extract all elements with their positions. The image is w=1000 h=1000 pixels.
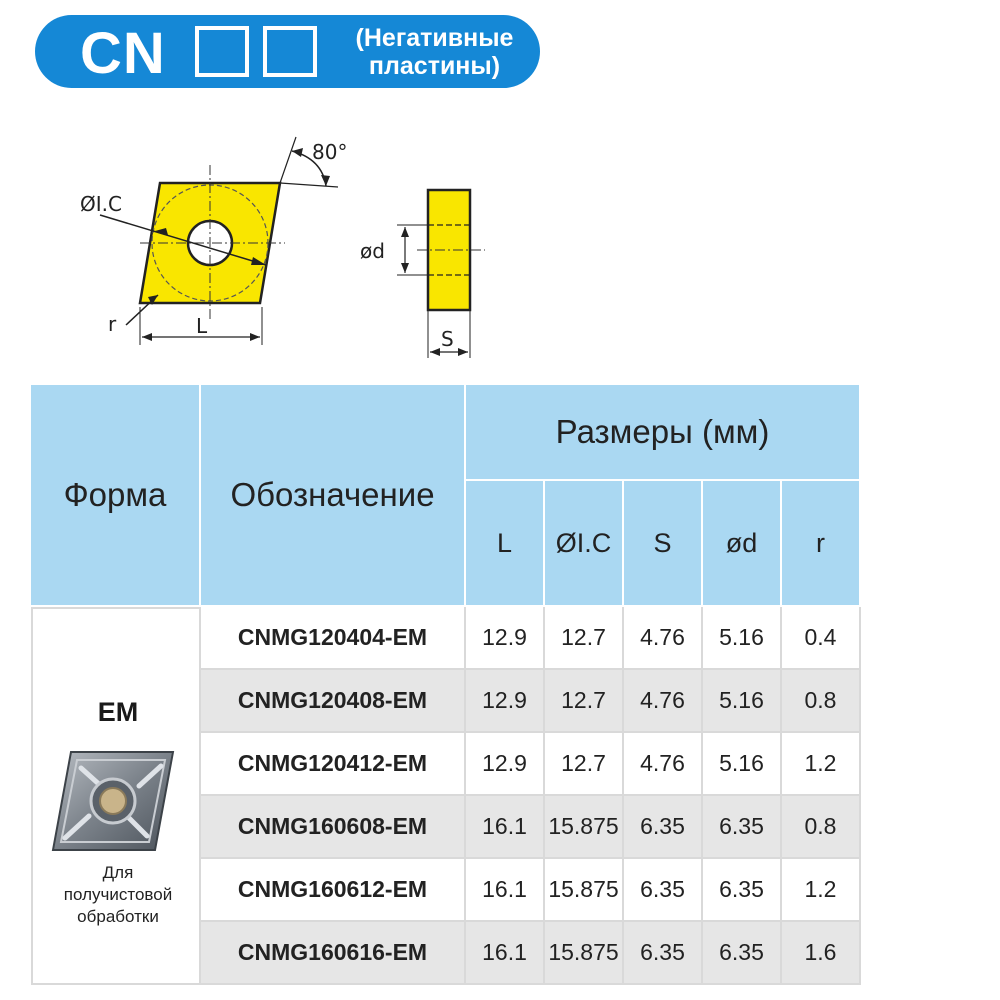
radius-cell: 0.8 bbox=[782, 796, 861, 859]
radius-cell: 0.8 bbox=[782, 670, 861, 733]
header-dimensions: Размеры (мм) bbox=[466, 385, 861, 481]
designation-cell: CNMG120404-EM bbox=[201, 607, 466, 670]
designation-cell: CNMG120408-EM bbox=[201, 670, 466, 733]
form-cell bbox=[31, 607, 201, 985]
header-form: Форма bbox=[31, 385, 201, 607]
insert-side-view-drawing bbox=[355, 180, 495, 365]
hole-diameter-cell: 5.16 bbox=[703, 670, 782, 733]
radius-label: r bbox=[108, 312, 117, 336]
length-label: L bbox=[196, 314, 208, 338]
ic-cell: 15.875 bbox=[545, 859, 624, 922]
insert-photo bbox=[51, 746, 181, 861]
form-note-line-2: получистовой bbox=[63, 885, 173, 904]
ic-cell: 12.7 bbox=[545, 607, 624, 670]
hole-diameter-cell: 5.16 bbox=[703, 733, 782, 796]
dimensions-table bbox=[31, 385, 861, 985]
ic-cell: 15.875 bbox=[545, 922, 624, 985]
header-col-d: ød bbox=[703, 481, 782, 607]
series-code: CN bbox=[80, 21, 166, 86]
thickness-cell: 6.35 bbox=[624, 796, 703, 859]
hole-diameter-cell: 6.35 bbox=[703, 922, 782, 985]
subtitle-line-2: пластины) bbox=[368, 52, 501, 80]
radius-cell: 0.4 bbox=[782, 607, 861, 670]
series-subtitle bbox=[337, 24, 532, 80]
placeholder-box-1 bbox=[195, 26, 249, 77]
designation-cell: CNMG160612-EM bbox=[201, 859, 466, 922]
hole-diameter-label: ød bbox=[360, 239, 385, 263]
length-cell: 16.1 bbox=[466, 796, 545, 859]
length-cell: 16.1 bbox=[466, 922, 545, 985]
length-cell: 12.9 bbox=[466, 670, 545, 733]
angle-label: 80° bbox=[312, 140, 348, 164]
form-note bbox=[33, 862, 203, 928]
header-col-ic: ØI.C bbox=[545, 481, 624, 607]
length-cell: 16.1 bbox=[466, 859, 545, 922]
ic-cell: 15.875 bbox=[545, 796, 624, 859]
form-name: EM bbox=[97, 697, 139, 727]
radius-cell: 1.2 bbox=[782, 859, 861, 922]
thickness-cell: 4.76 bbox=[624, 733, 703, 796]
placeholder-box-2 bbox=[263, 26, 317, 77]
radius-cell: 1.2 bbox=[782, 733, 861, 796]
thickness-label: S bbox=[441, 327, 454, 351]
thickness-cell: 6.35 bbox=[624, 922, 703, 985]
form-note-line-1: Для bbox=[102, 863, 134, 882]
ic-cell: 12.7 bbox=[545, 670, 624, 733]
hole-diameter-cell: 6.35 bbox=[703, 796, 782, 859]
designation-cell: CNMG160616-EM bbox=[201, 922, 466, 985]
ic-label: ØI.C bbox=[80, 192, 122, 216]
length-cell: 12.9 bbox=[466, 733, 545, 796]
header-col-L: L bbox=[466, 481, 545, 607]
hole-diameter-cell: 5.16 bbox=[703, 607, 782, 670]
designation-cell: CNMG120412-EM bbox=[201, 733, 466, 796]
radius-cell: 1.6 bbox=[782, 922, 861, 985]
thickness-cell: 4.76 bbox=[624, 670, 703, 733]
designation-cell: CNMG160608-EM bbox=[201, 796, 466, 859]
thickness-cell: 4.76 bbox=[624, 607, 703, 670]
header-designation: Обозначение bbox=[201, 385, 466, 607]
header-col-r: r bbox=[782, 481, 861, 607]
header-col-S: S bbox=[624, 481, 703, 607]
thickness-cell: 6.35 bbox=[624, 859, 703, 922]
ic-cell: 12.7 bbox=[545, 733, 624, 796]
hole-diameter-cell: 6.35 bbox=[703, 859, 782, 922]
form-note-line-3: обработки bbox=[77, 907, 159, 926]
length-cell: 12.9 bbox=[466, 607, 545, 670]
series-badge bbox=[35, 15, 540, 88]
subtitle-line-1: (Негативные bbox=[355, 24, 514, 52]
insert-top-view-drawing bbox=[60, 125, 380, 365]
